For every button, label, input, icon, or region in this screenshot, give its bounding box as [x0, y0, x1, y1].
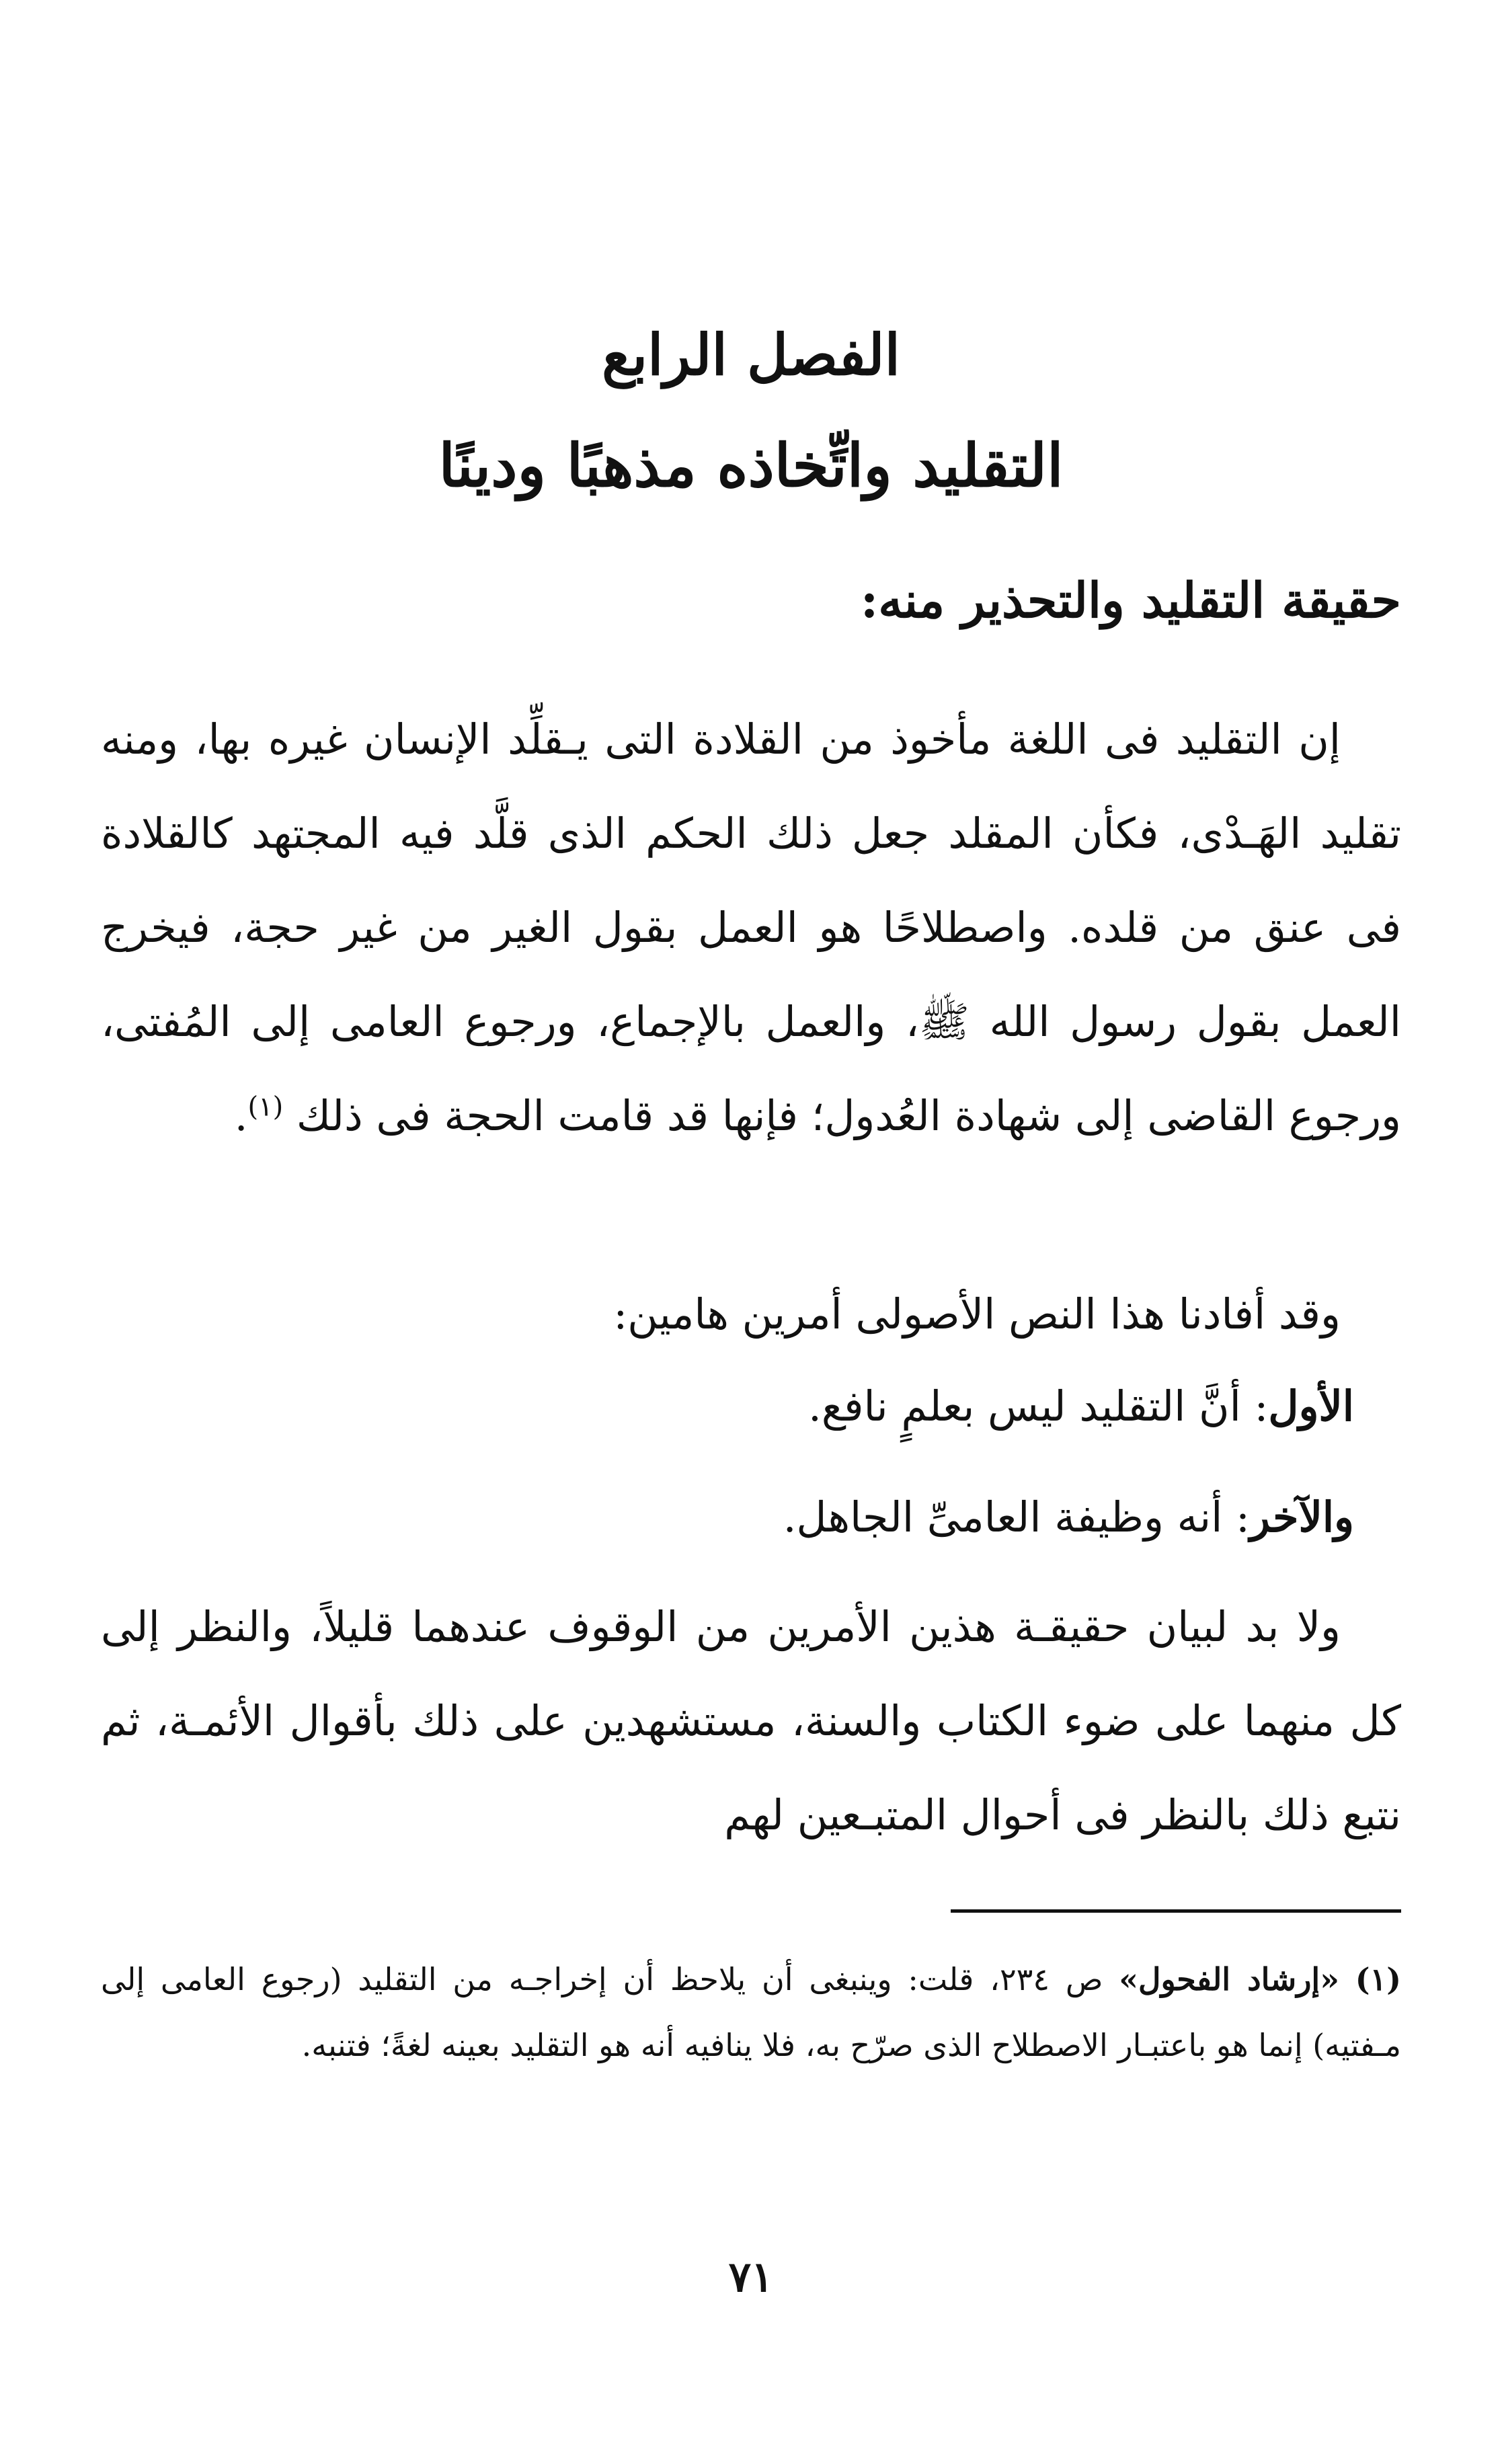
chapter-subtitle: التقليد واتِّخاذه مذهبًا ودينًا [438, 430, 1064, 500]
point-second [101, 1493, 1354, 1542]
footnote-divider [951, 1909, 1401, 1913]
paragraph-definition-end: . [234, 1091, 248, 1140]
paragraph-definition [101, 692, 1401, 1163]
paragraph-investigation: ولا بد لبيان حقيقـة هذين الأمرين من الوقوف عندهما قليلاً، والنظر إلى كل منهما على ضوء الكتاب والسنة، مستشهدين على ذلك بأقوال الأئمـة، ثم نتبع ذلك بالنظر فى أحوال المتبـعين لهم [101, 1602, 1401, 1839]
paragraph-definition-text: إن التقليد فى اللغة مأخوذ من القلادة التى يـقلِّد الإنسان غيره بها، ومنه تقليد الهَـدْى، فكأن المقلد جعل ذلك الحكم الذى قلَّد فيه المجتهد كالقلادة فى عنق من قلده. واصطلاحًا هو العمل بقول الغير من غير حجة، فيخرج العمل بقول رسول الله ﷺ، والعمل بالإجماع، ورجوع العامى إلى المُفتى، ورجوع القاضى إلى شهادة العُدول؛ فإنها قد قامت الحجة فى ذلك [101, 715, 1401, 1140]
point-second-text: : أنه وظيفة العامىِّ الجاهل. [783, 1493, 1250, 1542]
section-heading: حقيقة التقليد والتحذير منه: [860, 571, 1401, 629]
chapter-title: الفصل الرابع [602, 321, 900, 388]
paragraph-two-points-intro: وقد أفادنا هذا النص الأصولى أمرين هامين: [613, 1289, 1341, 1339]
page-number: ٧١ [728, 2252, 774, 2301]
footnote [101, 1946, 1401, 2078]
point-first-text: : أنَّ التقليد ليس بعلمٍ نافع. [808, 1382, 1269, 1431]
point-first [101, 1382, 1354, 1431]
point-first-term: الأول [1268, 1382, 1354, 1431]
footnote-source: «إرشاد الفحول» [1119, 1961, 1339, 1997]
point-second-term: والآخر [1249, 1493, 1354, 1542]
footnote-text: ص ٢٣٤، قلت: وينبغى أن يلاحظ أن إخراجـه من التقليد (رجوع العامى إلى مـفتيه) إنما هو باعتبـار الاصطلاح الذى صرّح به، فلا ينافيه أنه هو التقليد بعينه لغةً؛ فتنبه. [101, 1961, 1401, 2063]
footnote-number: (١) [1355, 1961, 1402, 1997]
footnote-reference: (١) [247, 1091, 284, 1123]
